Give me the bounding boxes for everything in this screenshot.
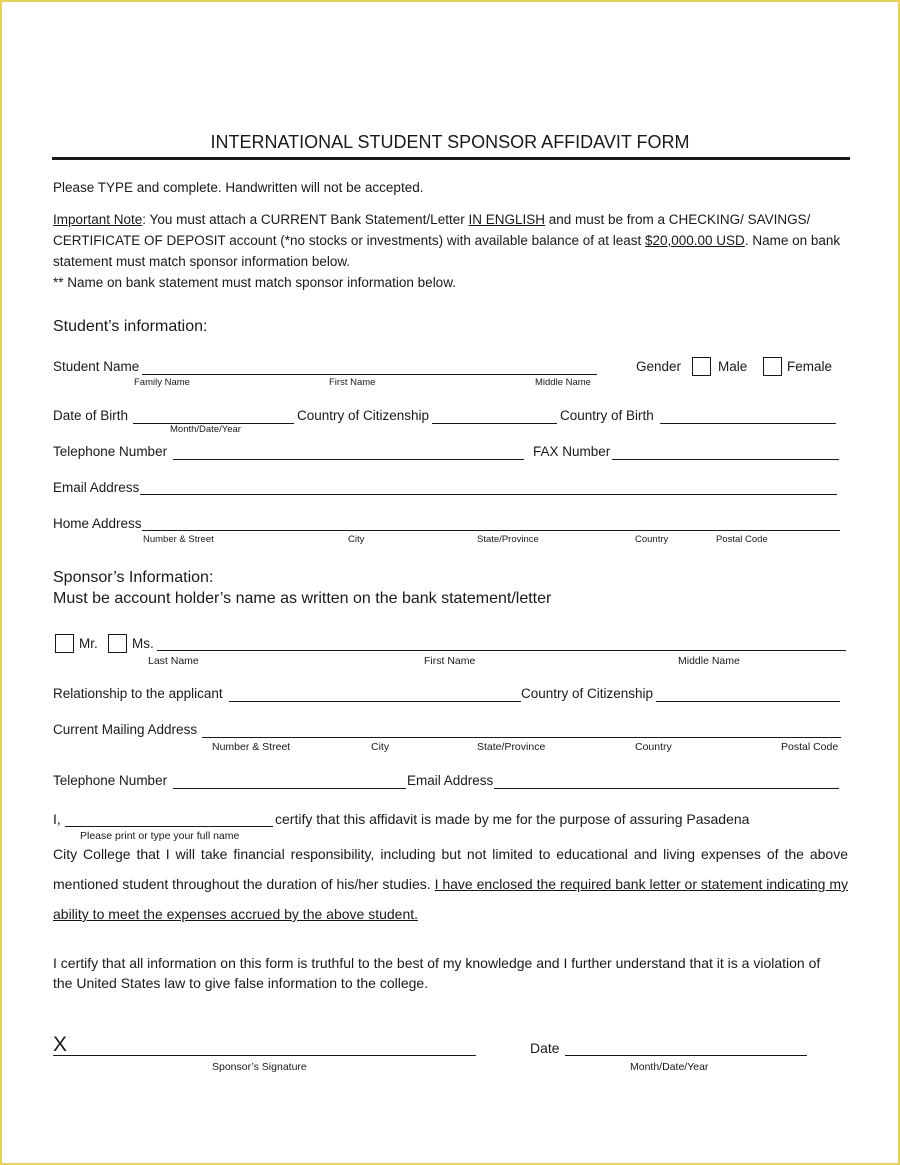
- student-name-field[interactable]: [142, 374, 597, 375]
- important-note-line2: [53, 233, 840, 248]
- sponsor-first-name-hint: First Name: [424, 655, 476, 667]
- sponsor-phone-field[interactable]: [173, 788, 406, 789]
- important-note-line4: ** Name on bank statement must match sponsor information below.: [53, 275, 456, 290]
- addr-postal-hint: Postal Code: [716, 534, 768, 545]
- male-label: Male: [718, 359, 748, 374]
- note-text: and must be from a CHECKING/ SAVINGS/: [545, 212, 811, 227]
- note-text: . Name on bank: [744, 233, 841, 248]
- mailing-state-hint: State/Province: [477, 741, 546, 753]
- mailing-street-hint: Number & Street: [212, 741, 291, 753]
- intro-text: Please TYPE and complete. Handwritten will not be accepted.: [53, 180, 424, 195]
- in-english: IN ENGLISH: [468, 212, 545, 227]
- first-name-hint: First Name: [329, 377, 376, 388]
- fax-field[interactable]: [612, 459, 839, 460]
- home-address-label: Home Address: [53, 516, 142, 531]
- student-heading: Student’s information:: [53, 318, 208, 335]
- addr-city-hint: City: [348, 534, 365, 545]
- relationship-label: Relationship to the applicant: [53, 686, 223, 701]
- female-checkbox[interactable]: [763, 357, 782, 376]
- family-name-hint: Family Name: [134, 377, 190, 388]
- mailing-address-label: Current Mailing Address: [53, 722, 198, 737]
- ms-checkbox[interactable]: [108, 634, 127, 653]
- sponsor-email-label: Email Address: [407, 773, 494, 788]
- addr-street-hint: Number & Street: [143, 534, 214, 545]
- important-note-line3: statement must match sponsor information below.: [53, 254, 351, 269]
- gender-label: Gender: [636, 359, 682, 374]
- mr-checkbox[interactable]: [55, 634, 74, 653]
- student-email-field[interactable]: [140, 494, 837, 495]
- certify-paragraph: [53, 839, 848, 929]
- signature-field[interactable]: [53, 1055, 476, 1056]
- date-hint: Month/Date/Year: [630, 1061, 709, 1073]
- form-title: INTERNATIONAL STUDENT SPONSOR AFFIDAVIT FORM: [210, 132, 690, 152]
- sponsor-email-field[interactable]: [494, 788, 839, 789]
- signature-label: Sponsor’s Signature: [212, 1061, 307, 1073]
- certify-name-field[interactable]: [65, 826, 273, 827]
- birth-country-field[interactable]: [660, 423, 836, 424]
- female-label: Female: [787, 359, 833, 374]
- male-checkbox[interactable]: [692, 357, 711, 376]
- sponsor-subheading: Must be account holder’s name as written on the bank statement/letter: [53, 590, 552, 607]
- mailing-address-field[interactable]: [202, 737, 841, 738]
- dob-hint: Month/Date/Year: [170, 424, 241, 435]
- sponsor-citizenship-field[interactable]: [656, 701, 840, 702]
- dob-label: Date of Birth: [53, 408, 129, 423]
- relationship-field[interactable]: [229, 701, 521, 702]
- mr-label: Mr.: [79, 636, 98, 651]
- important-note-label: Important Note: [53, 212, 143, 227]
- mailing-city-hint: City: [371, 741, 390, 753]
- sponsor-heading: Sponsor’s Information:: [53, 569, 214, 586]
- certify-name-hint: Please print or type your full name: [80, 830, 240, 842]
- important-note-line1: [53, 212, 810, 227]
- certify-body: City College that I will take financial responsibility, including but not limited to educational and living expenses of the above mentioned student throughout the duration of his/her studies.: [53, 846, 848, 892]
- student-name-label: Student Name: [53, 359, 140, 374]
- final-statement: I certify that all information on this form is truthful to the best of my knowledge and I further understand that it is a violation of the United States law to give false information to the college.: [53, 955, 821, 991]
- date-label: Date: [530, 1040, 560, 1056]
- middle-name-hint: Middle Name: [535, 377, 591, 388]
- note-text: : You must attach a CURRENT Bank Statement/Letter: [142, 212, 469, 227]
- mailing-postal-hint: Postal Code: [781, 741, 839, 753]
- certify-i: I,: [53, 811, 61, 827]
- required-amount: $20,000.00 USD: [644, 233, 745, 248]
- sponsor-phone-label: Telephone Number: [53, 773, 168, 788]
- ms-label: Ms.: [132, 636, 154, 651]
- student-email-label: Email Address: [53, 480, 140, 495]
- bank-letter-statement: I have enclosed the required bank letter or statement indicating my ability to meet the expenses accrued by the above student.: [53, 876, 849, 922]
- student-phone-label: Telephone Number: [53, 444, 168, 459]
- note-text: CERTIFICATE OF DEPOSIT account (*no stocks or investments) with available balance of at least: [53, 233, 645, 248]
- sponsor-name-field[interactable]: [157, 650, 846, 651]
- sponsor-middle-name-hint: Middle Name: [678, 655, 740, 667]
- birth-country-label: Country of Birth: [560, 408, 654, 423]
- citizenship-label: Country of Citizenship: [297, 408, 430, 423]
- title-rule: [52, 157, 850, 160]
- addr-country-hint: Country: [635, 534, 669, 545]
- fax-label: FAX Number: [533, 444, 611, 459]
- citizenship-field[interactable]: [432, 423, 557, 424]
- date-field[interactable]: [565, 1055, 807, 1056]
- addr-state-hint: State/Province: [477, 534, 539, 545]
- sponsor-citizenship-label: Country of Citizenship: [521, 686, 654, 701]
- home-address-field[interactable]: [142, 530, 840, 531]
- sponsor-last-name-hint: Last Name: [148, 655, 199, 667]
- signature-x: X: [53, 1033, 68, 1056]
- student-phone-field[interactable]: [173, 459, 524, 460]
- mailing-country-hint: Country: [635, 741, 672, 753]
- certify-text: certify that this affidavit is made by me for the purpose of assuring Pasadena: [275, 811, 750, 827]
